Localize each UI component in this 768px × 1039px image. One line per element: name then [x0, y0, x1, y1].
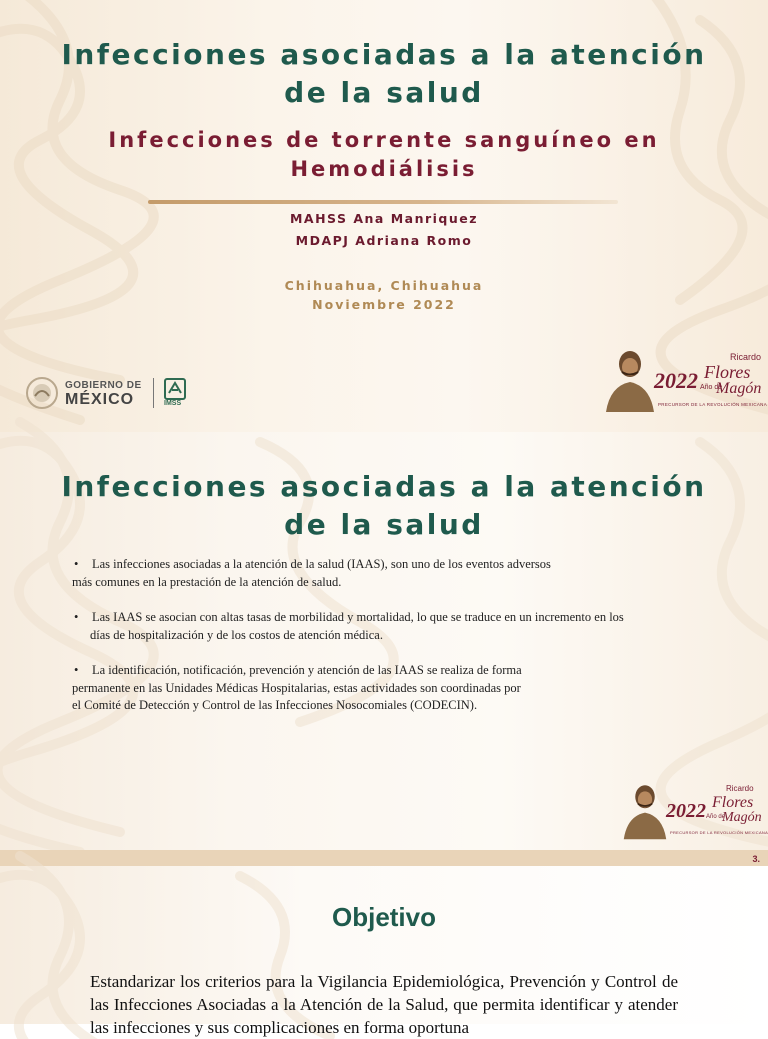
bullet-item-3: [72, 662, 732, 715]
bullet-text-cont-2: el Comité de Detección y Control de las Infecciones Nosocomiales (CODECIN).: [72, 698, 478, 712]
objetivo-text: Estandarizar los criterios para la Vigilancia Epidemiológica, Prevención y Control de las Infecciones Asociadas a la Atención de la Salud, que permita identificar y atender las infecciones y sus complicaciones en forma oportuna: [90, 972, 678, 1037]
page-number: 3.: [752, 854, 760, 864]
bullet-text-cont: más comunes en la prestación de la atención de salud.: [72, 574, 342, 589]
rfm-small-2: Año de: [700, 384, 723, 391]
rfm-tagline: PRECURSOR DE LA REVOLUCIÓN MEXICANA: [658, 402, 768, 407]
slide-cover: [0, 0, 768, 432]
bullet-text: La identificación, notificación, prevención y atención de las IAAS se realiza de forma: [92, 663, 522, 677]
gobierno-mexico-logo: [25, 376, 195, 412]
bullet-item-2: [72, 609, 732, 644]
gob-line2: MÉXICO: [65, 391, 135, 408]
rfm-small-1: Ricardo: [726, 784, 754, 793]
flores-magon-2022-logo: [604, 346, 768, 416]
iaas-bullet-list: [72, 556, 732, 733]
author-2: MDAPJ Adriana Romo: [295, 233, 473, 248]
date: Noviembre 2022: [312, 297, 456, 312]
imss-eagle-icon: [163, 378, 187, 400]
portrait-icon: [622, 780, 668, 840]
iaas-title: Infecciones asociadas a la atención de la salud: [61, 470, 707, 541]
objetivo-title: Objetivo: [331, 902, 436, 932]
cover-title: Infecciones asociadas a la atención de la salud: [61, 38, 707, 109]
slide-iaas: [0, 432, 768, 866]
rfm-tagline: PRECURSOR DE LA REVOLUCIÓN MEXICANA: [670, 830, 768, 835]
gob-line1: GOBIERNO DE: [65, 380, 142, 391]
rfm-small-2: Año de: [706, 814, 726, 820]
divider-line: [148, 200, 618, 204]
rfm-small-1: Ricardo: [730, 352, 762, 362]
flores-magon-2022-logo: [622, 780, 768, 844]
rfm-name-2: Magón: [716, 380, 762, 397]
rfm-name-2: Magón: [722, 810, 762, 825]
rfm-year: 2022: [654, 368, 698, 393]
imss-label: IMSS: [164, 400, 182, 407]
rfm-year: 2022: [666, 800, 706, 822]
cover-subtitle: Infecciones de torrente sanguíneo en Hemodiálisis: [108, 128, 660, 181]
slide-objetivo: [0, 866, 768, 1037]
footer-bar: [0, 850, 768, 866]
bullet-icon: •: [74, 663, 79, 677]
rfm-name-1: Flores: [704, 362, 751, 382]
bullet-icon: •: [74, 557, 79, 571]
bullet-text-cont: permanente en las Unidades Médicas Hospitalarias, estas actividades son coordinadas por: [72, 680, 521, 695]
logo-separator: [153, 378, 154, 408]
bullet-icon: •: [74, 610, 79, 624]
bullet-text-cont: días de hospitalización y de los costos de atención médica.: [90, 627, 383, 642]
bullet-item-1: [72, 556, 732, 591]
author-1: MAHSS Ana Manriquez: [289, 211, 479, 226]
national-seal-icon: [25, 376, 59, 410]
rfm-name-1: Flores: [712, 794, 754, 811]
portrait-icon: [604, 346, 656, 412]
location: Chihuahua, Chihuahua: [284, 278, 484, 293]
bullet-text: Las infecciones asociadas a la atención de la salud (IAAS), son uno de los eventos adversos: [92, 557, 551, 571]
bullet-text: Las IAAS se asocian con altas tasas de morbilidad y mortalidad, lo que se traduce en un incremento en los: [92, 610, 624, 624]
